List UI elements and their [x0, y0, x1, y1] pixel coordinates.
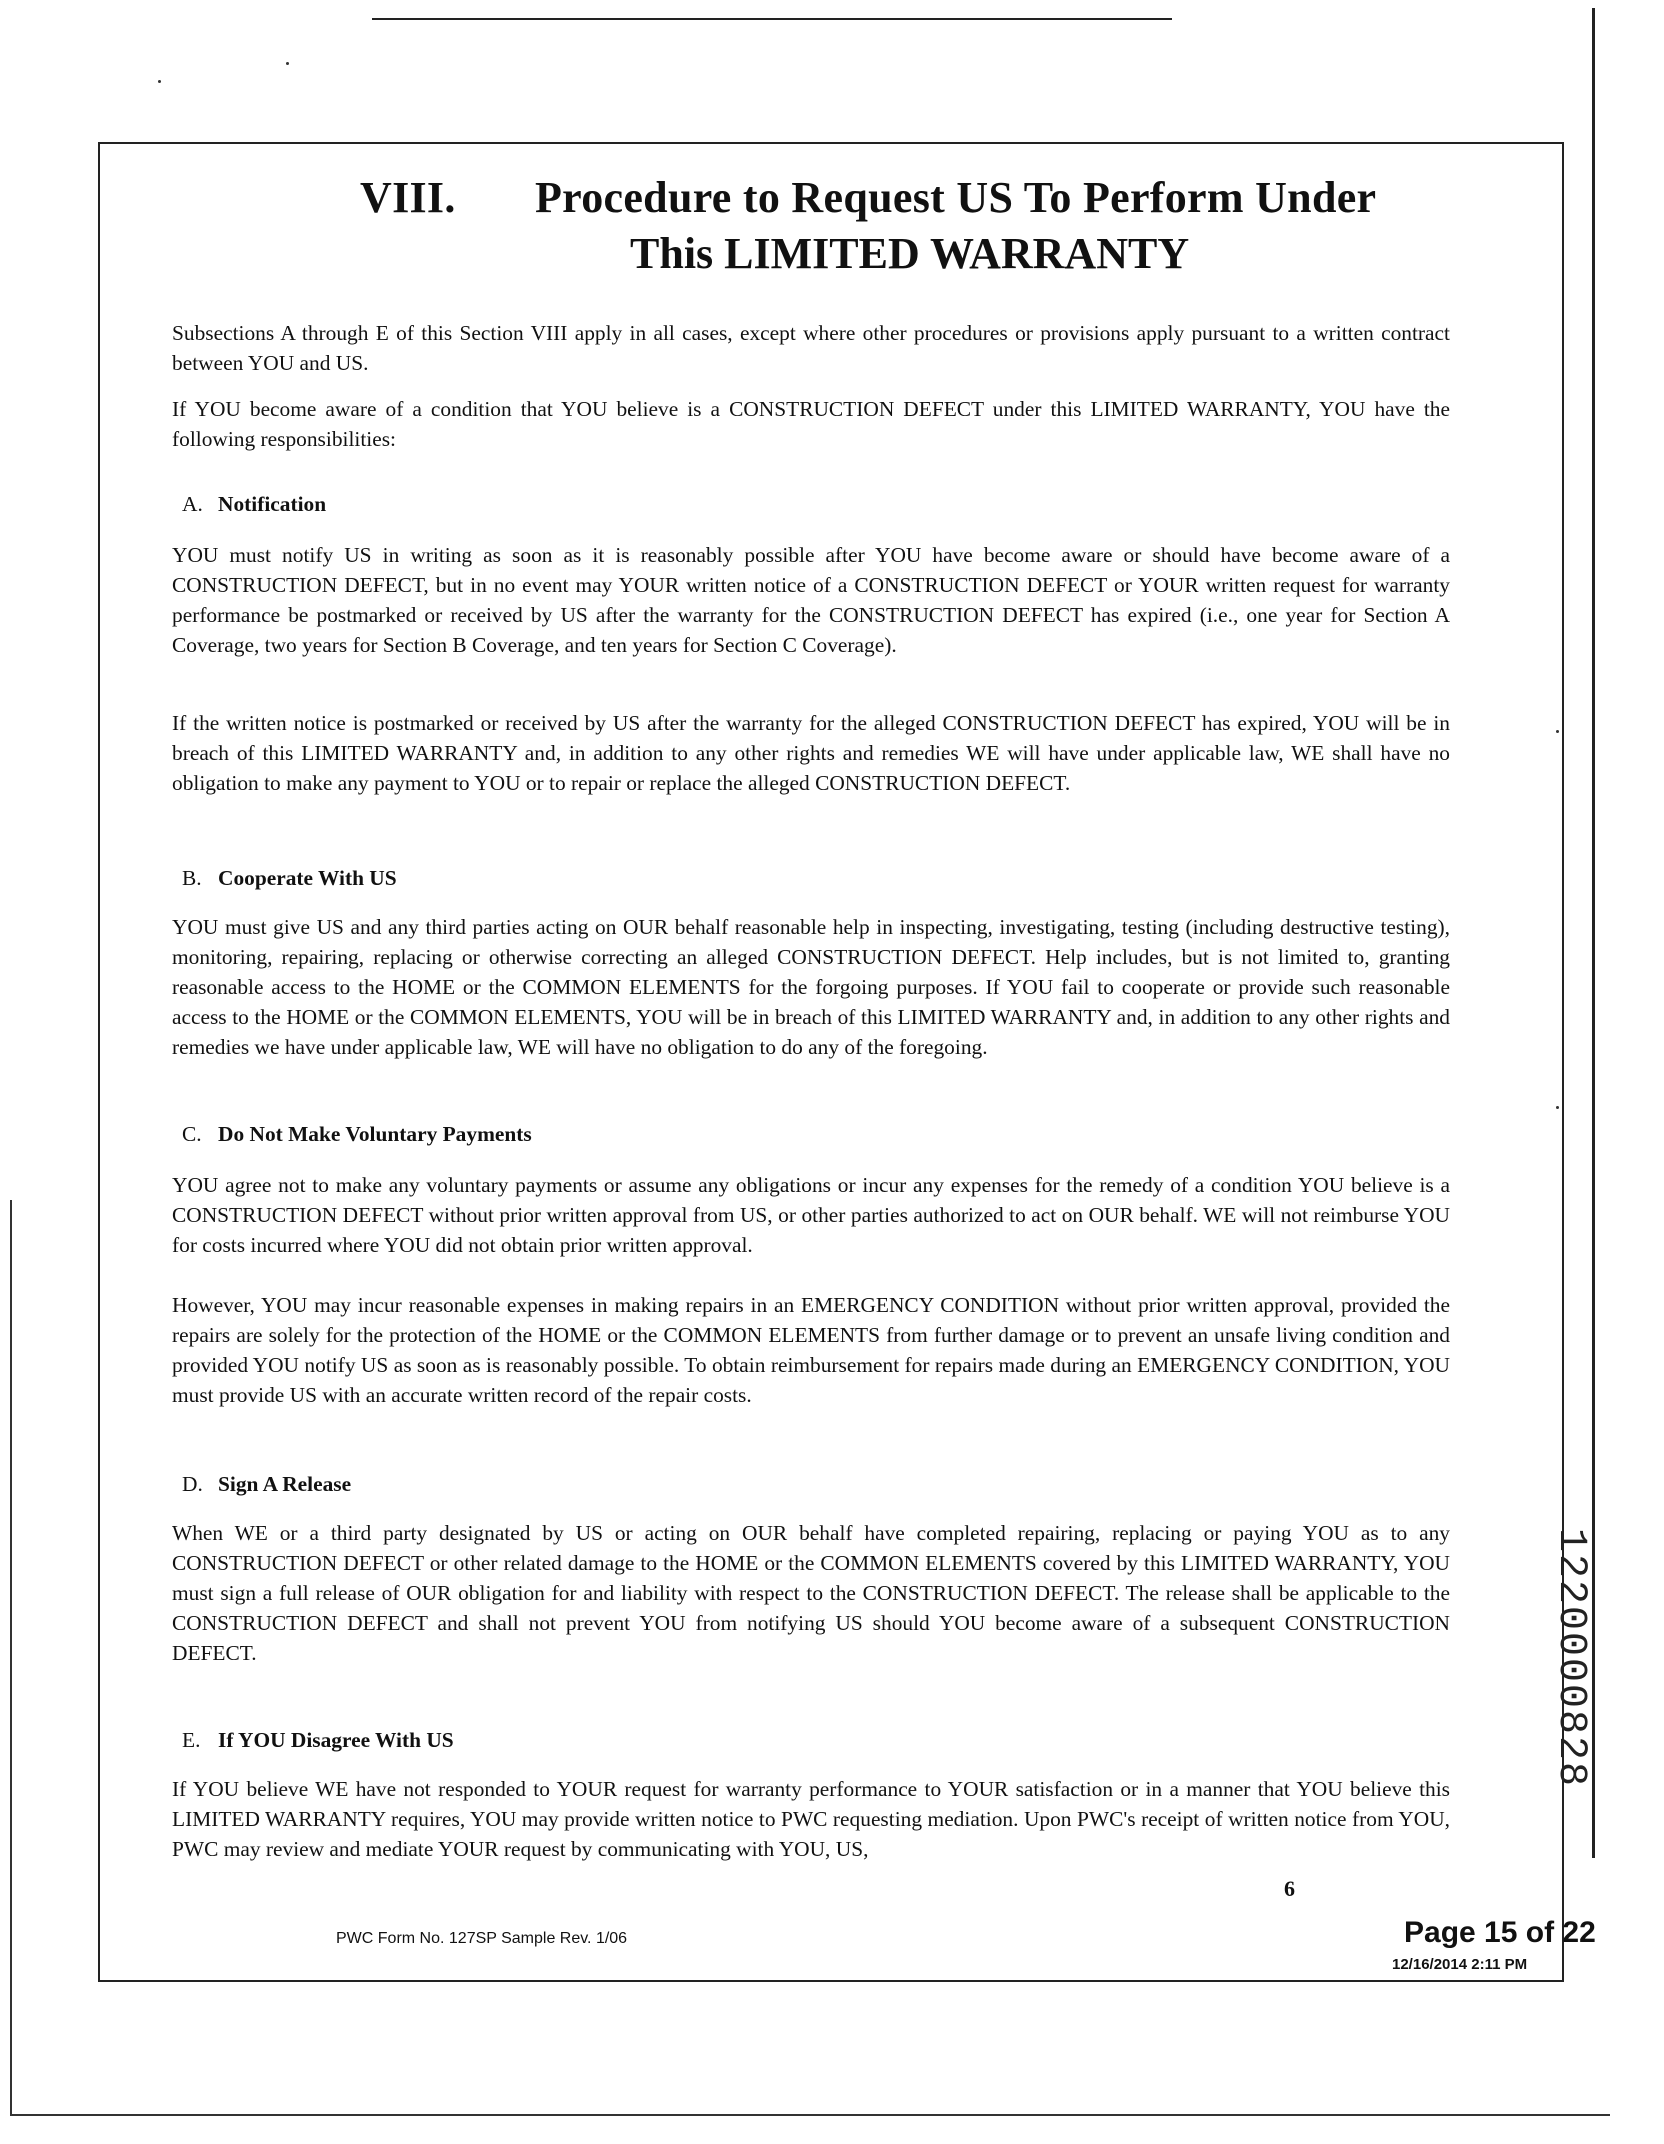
section-c-paragraph-2: However, YOU may incur reasonable expenses in making repairs in an EMERGENCY CONDITION without prior written approval, provided the repairs are solely for the protection of the HOME or the COMMON ELEMENTS from further damage or to prevent an unsafe living condition and provided YOU notify US as soon as is reasonably possible. To obtain reimbursement for repairs made during an EMERGENCY CONDITION, YOU must provide US with an accurate written record of the repair costs. — [172, 1293, 1450, 1407]
scan-speck — [286, 62, 289, 65]
section-a-paragraph-2: If the written notice is postmarked or received by US after the warranty for the alleged CONSTRUCTION DEFECT has expired, YOU will be in breach of this LIMITED WARRANTY and, in addition to any other rights and remedies WE will have under applicable law, WE shall have no obligation to make any payment to YOU or to repair or replace the alleged CONSTRUCTION DEFECT. — [172, 711, 1450, 795]
section-a-heading: A. Notification — [182, 492, 327, 516]
page-number: 6 — [1284, 1876, 1295, 1901]
scan-border-top — [372, 18, 1172, 20]
section-e-paragraph-1: If YOU believe WE have not responded to YOUR request for warranty performance to YOUR satisfaction or in a manner that YOU believe this LIMITED WARRANTY requires, YOU may provide written notice to PWC requesting mediation. Upon PWC's receipt of written notice from YOU, PWC may review and mediate YOUR request by communicating with YOU, US, — [172, 1777, 1450, 1861]
intro-paragraph-2: If YOU become aware of a condition that YOU believe is a CONSTRUCTION DEFECT under this LIMITED WARRANTY, YOU have the following responsibilities: — [172, 397, 1450, 451]
section-c-heading: C. Do Not Make Voluntary Payments — [182, 1122, 532, 1146]
timestamp-stamp: 12/16/2014 2:11 PM — [1392, 1956, 1528, 1973]
form-number: PWC Form No. 127SP Sample Rev. 1/06 — [336, 1930, 628, 1947]
bates-number: 1220000828 — [1548, 1528, 1593, 1789]
page-of-indicator: Page 15 of 22 — [1404, 1916, 1596, 1949]
section-title: Procedure to Request US To Perform Under — [535, 173, 1377, 222]
page-title-line1 — [360, 172, 1376, 223]
scan-speck — [158, 80, 161, 83]
section-d-heading: D. Sign A Release — [182, 1472, 352, 1496]
section-d-paragraph-1: When WE or a third party designated by US or acting on OUR behalf have completed repairing, replacing or paying YOU as to any CONSTRUCTION DEFECT or other related damage to the HOME or the COMMON ELEMENTS covered by this LIMITED WARRANTY, YOU must sign a full release of OUR obligation for and liability with respect to the CONSTRUCTION DEFECT. The release shall be applicable to the CONSTRUCTION DEFECT and shall not prevent YOU from notifying US should YOU become aware of a subsequent CONSTRUCTION DEFECT. — [172, 1521, 1450, 1665]
section-b-paragraph-1: YOU must give US and any third parties acting on OUR behalf reasonable help in inspecting, investigating, testing (including destructive testing), monitoring, repairing, replacing or otherwise correcting an alleged CONSTRUCTION DEFECT. Help includes, but is not limited to, granting reasonable access to the HOME or the COMMON ELEMENTS for the forgoing purposes. If YOU fail to cooperate or provide such reasonable access to the HOME or the COMMON ELEMENTS, YOU will be in breach of this LIMITED WARRANTY and, in addition to any other rights and remedies we have under applicable law, WE will have no obligation to do any of the foregoing. — [172, 915, 1450, 1059]
section-e-heading: E. If YOU Disagree With US — [182, 1728, 454, 1752]
scan-border-left — [10, 1200, 12, 2115]
page-title-line2: This LIMITED WARRANTY — [630, 229, 1190, 278]
section-number: VIII. — [360, 173, 456, 222]
section-a-paragraph-1: YOU must notify US in writing as soon as it is reasonably possible after YOU have become aware or should have become aware of a CONSTRUCTION DEFECT, but in no event may YOUR written notice of a CONSTRUCTION DEFECT or YOUR written request for warranty performance be postmarked or received by US after the warranty for the CONSTRUCTION DEFECT has expired (i.e., one year for Section A Coverage, two years for Section B Coverage, and ten years for Section C Coverage). — [172, 543, 1450, 657]
section-c-paragraph-1: YOU agree not to make any voluntary payments or assume any obligations or incur any expenses for the remedy of a condition YOU believe is a CONSTRUCTION DEFECT without prior written approval from US, or other parties authorized to act on OUR behalf. WE will not reimburse YOU for costs incurred where YOU did not obtain prior written approval. — [172, 1173, 1450, 1257]
section-b-heading: B. Cooperate With US — [182, 866, 397, 890]
intro-paragraph-1: Subsections A through E of this Section VIII apply in all cases, except where other procedures or provisions apply pursuant to a written contract between YOU and US. — [172, 321, 1450, 375]
scan-border-bottom — [10, 2114, 1610, 2116]
